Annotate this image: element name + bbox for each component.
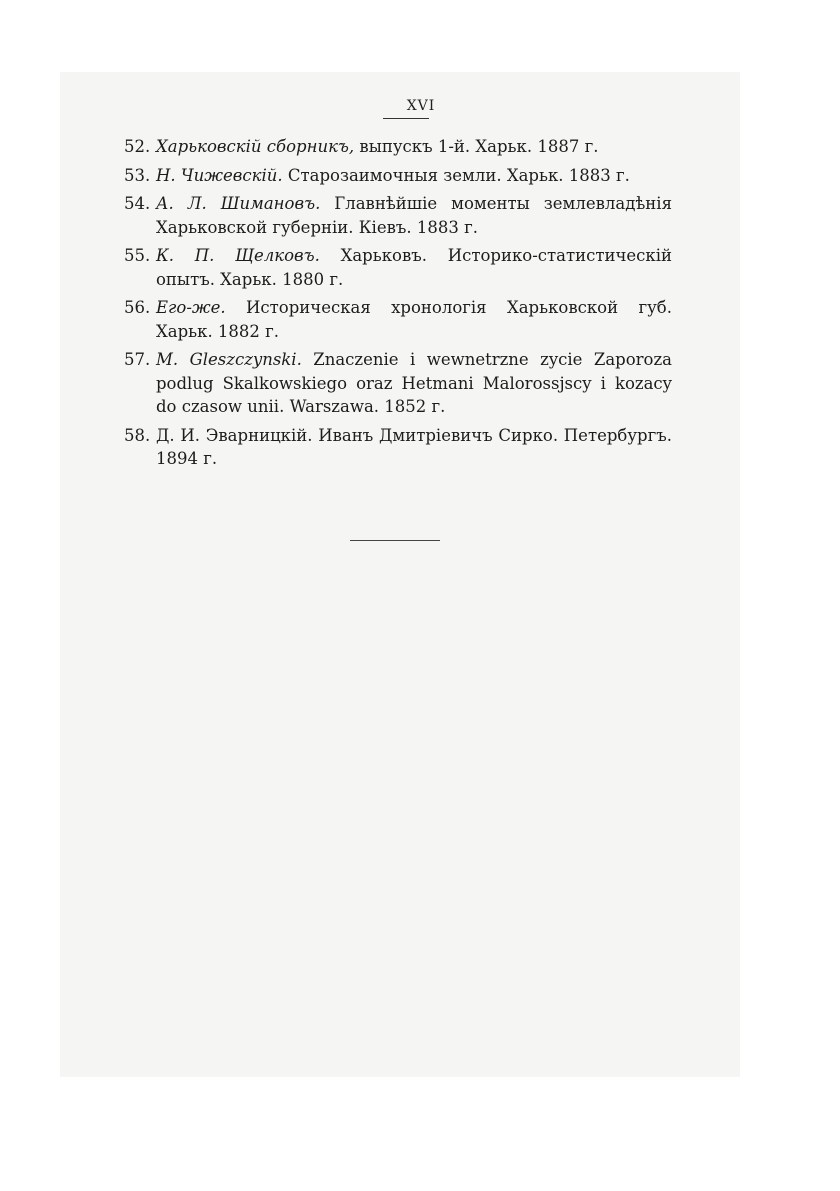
entry-number: 53.	[124, 165, 151, 185]
bibliography-entry	[124, 424, 672, 471]
entry-number: 57.	[124, 350, 151, 369]
bibliography-entry	[124, 244, 672, 291]
entry-author: Н. Чижевскій.	[156, 165, 283, 185]
entry-author: M. Gleszczynski.	[156, 350, 302, 369]
entry-author: А. Л. Шимановъ.	[156, 194, 321, 213]
bibliography-entry	[124, 296, 672, 343]
section-end-rule	[350, 540, 440, 541]
entry-text: Znaczenie i wewnetrzne zycie Zaporoza podlug Skalkowskiego oraz Hetmani Malorossjscy i kozacy do czasow unii. Warszawa. 1852 г.	[156, 350, 673, 416]
entry-author: Его-же.	[156, 298, 226, 317]
entry-author: К. П. Щелковъ.	[156, 246, 320, 265]
entry-text: Старозаимочныя земли. Харьк. 1883 г.	[282, 165, 630, 185]
bibliography-entry	[124, 348, 672, 419]
entry-text: Историческая хронологія Харьковской губ. Харьк. 1882 г.	[156, 298, 672, 341]
entry-text: Харьковъ. Историко-статистическій опытъ. Харьк. 1880 г.	[156, 246, 673, 289]
bibliography-entry	[124, 135, 672, 159]
entry-number: 55.	[124, 246, 151, 265]
bibliography-entry	[124, 164, 672, 188]
entry-number: 52.	[124, 137, 151, 156]
page-number-underline	[383, 118, 429, 119]
entry-text: Д. И. Эварницкій. Иванъ Дмитріевичъ Сирко. Петербургъ. 1894 г.	[156, 425, 672, 468]
page-number: XVI	[406, 98, 436, 114]
bibliography-list	[124, 135, 672, 476]
bibliography-entry	[124, 192, 672, 239]
entry-text: выпускъ 1-й. Харьк. 1887 г.	[354, 137, 599, 156]
entry-author: Харьковскій сборникъ,	[156, 137, 355, 156]
entry-number: 54.	[124, 194, 151, 213]
entry-number: 56.	[124, 298, 151, 317]
entry-number: 58.	[124, 425, 151, 445]
entry-text: Главнѣйшіе моменты землевладѣнія Харьковской губерніи. Кіевъ. 1883 г.	[156, 194, 672, 237]
